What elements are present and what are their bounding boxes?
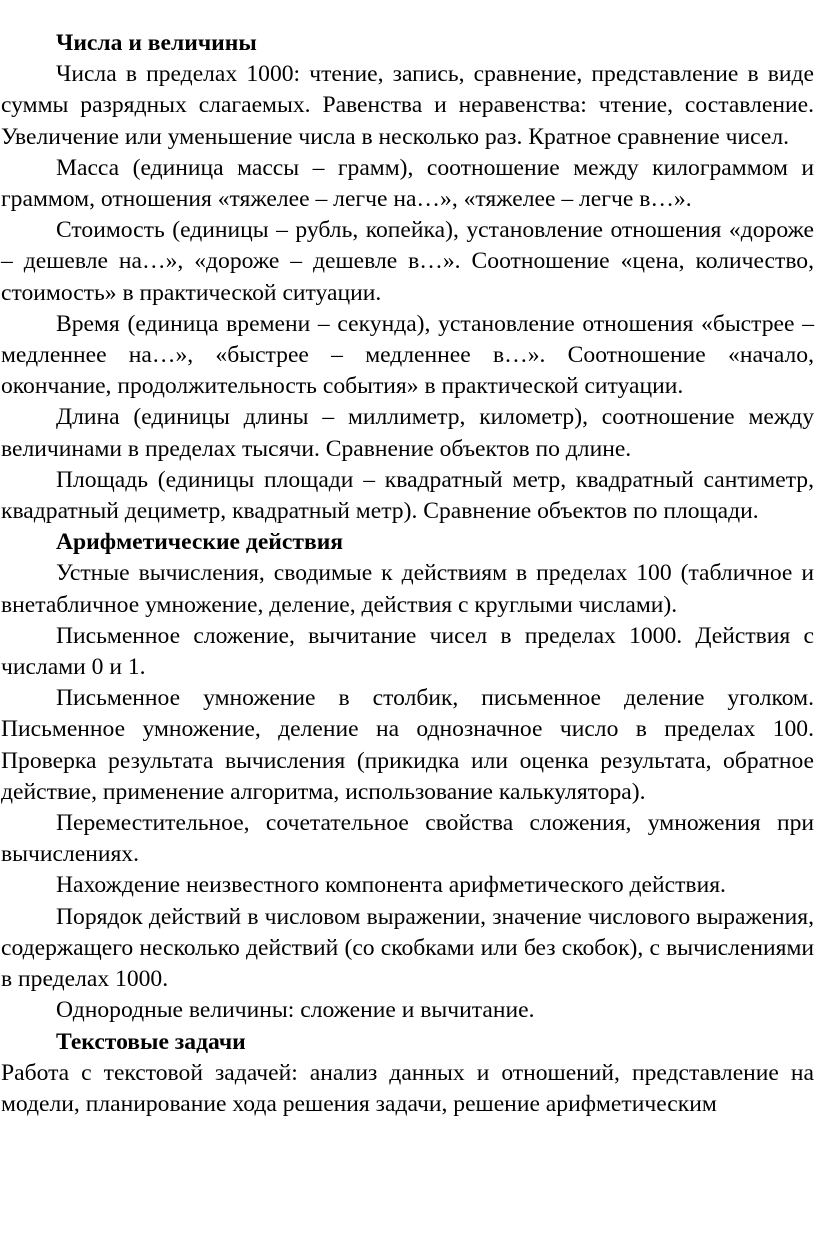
paragraph: Стоимость (единицы – рубль, копейка), установление отношения «дороже – дешевле на…», «дороже – дешевле в…». Соотношение «цена, количество, стоимость» в практической ситуации. (1, 217, 814, 306)
section-numbers-and-quantities (1, 28, 814, 527)
paragraph: Масса (единица массы – грамм), соотношение между килограммом и граммом, отношения «тяжелее – легче на…», «тяжелее – легче в…». (1, 154, 814, 213)
paragraph: Числа в пределах 1000: чтение, запись, сравнение, представление в виде суммы разрядных слагаемых. Равенства и неравенства: чтение, составление. Увеличение или уменьшение числа в несколько раз. Кратное сравнение чисел. (1, 61, 814, 150)
paragraph: Длина (единицы длины – миллиметр, километр), соотношение между величинами в пределах тысячи. Сравнение объектов по длине. (1, 404, 814, 462)
paragraph: Письменное сложение, вычитание чисел в пределах 1000. Действия с числами 0 и 1. (1, 622, 814, 681)
section-text-problems (1, 1027, 814, 1121)
paragraph: Однородные величины: сложение и вычитание. (56, 997, 535, 1024)
paragraph: Работа с текстовой задачей: анализ данных и отношений, представление на модели, планирование хода решения задачи, решение арифметическим (1, 1059, 814, 1117)
section-heading: Арифметические действия (56, 529, 344, 556)
paragraph: Письменное умножение в столбик, письменное деление уголком. Письменное умножение, деление на однозначное число в пределах 100. Проверка результата вычисления (прикидка или оценка результата, обратное действие, применение алгоритма, использование калькулятора). (1, 685, 814, 805)
paragraph: Площадь (единицы площади – квадратный метр, квадратный сантиметр, квадратный дециметр, квадратный метр). Сравнение объектов по площади. (1, 466, 814, 525)
document-page (0, 28, 816, 1120)
paragraph: Устные вычисления, сводимые к действиям в пределах 100 (табличное и внетабличное умножение, деление, действия с круглыми числами). (1, 560, 814, 618)
section-heading: Числа и величины (56, 30, 257, 56)
paragraph: Время (единица времени – секунда), установление отношения «быстрее – медленнее на…», «быстрее – медленнее в…». Соотношение «начало, окончание, продолжительность события» в практической ситуации. (1, 310, 814, 400)
section-arithmetic-operations (1, 527, 814, 1026)
paragraph: Порядок действий в числовом выражении, значение числового выражения, содержащего несколько действий (со скобками или без скобок), с вычислениями в пределах 1000. (1, 903, 814, 993)
paragraph: Переместительное, сочетательное свойства сложения, умножения при вычислениях. (1, 810, 814, 868)
section-heading: Текстовые задачи (56, 1028, 246, 1055)
paragraph: Нахождение неизвестного компонента арифметического действия. (56, 872, 726, 899)
